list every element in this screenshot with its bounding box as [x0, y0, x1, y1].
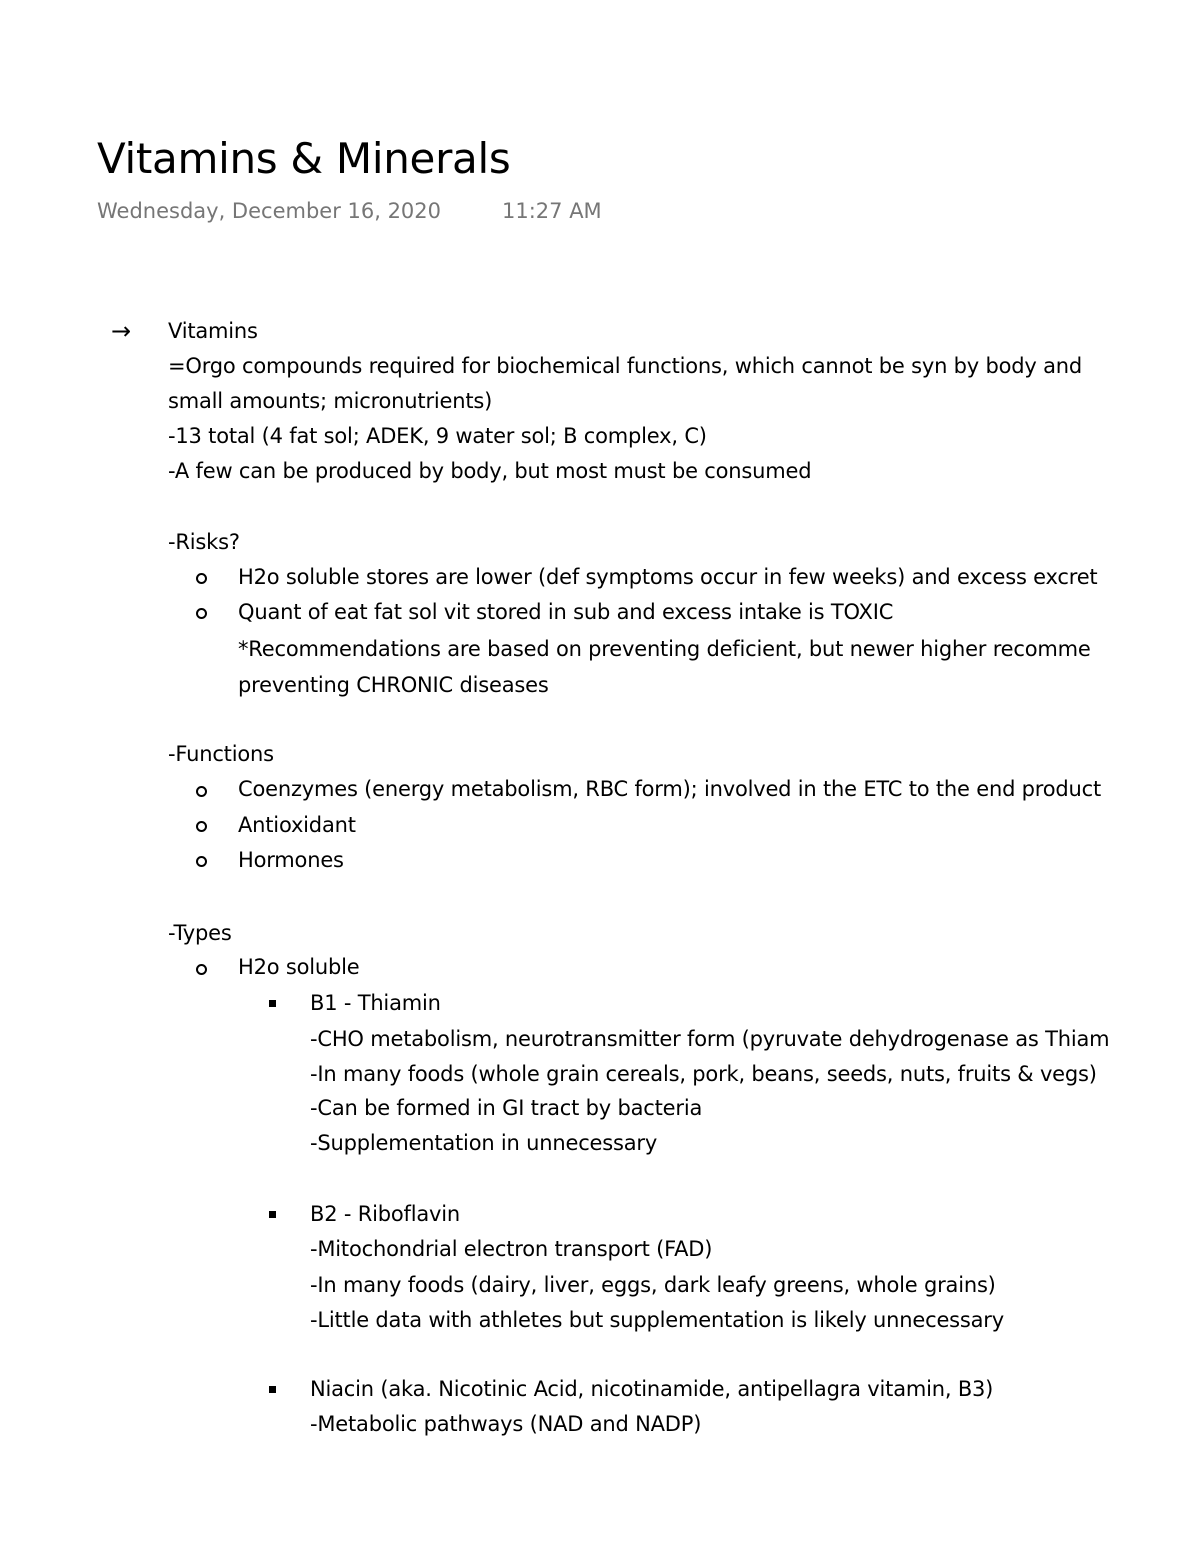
text-line: small amounts; micronutrients) [168, 389, 493, 413]
subheading: -Types [168, 921, 232, 945]
text-line: -In many foods (whole grain cereals, pork, beans, seeds, nuts, fruits & vegs) [310, 1062, 1097, 1086]
text-line: preventing CHRONIC diseases [238, 673, 549, 697]
text-line: -A few can be produced by body, but most must be consumed [168, 459, 812, 483]
text-line: =Orgo compounds required for biochemical functions, which cannot be syn by body and [168, 354, 1083, 378]
text-line: -Mitochondrial electron transport (FAD) [310, 1237, 713, 1261]
list-item: H2o soluble stores are lower (def symptoms occur in few weeks) and excess excret [238, 565, 1098, 589]
circle-bullet-icon [196, 786, 207, 797]
subheading: -Functions [168, 742, 274, 766]
subheading: -Risks? [168, 530, 240, 554]
list-item: Antioxidant [238, 813, 356, 837]
list-item: Hormones [238, 848, 344, 872]
text-line: -Can be formed in GI tract by bacteria [310, 1096, 703, 1120]
list-item: Quant of eat fat sol vit stored in sub and excess intake is TOXIC [238, 600, 894, 624]
list-item: Coenzymes (energy metabolism, RBC form); involved in the ETC to the end product [238, 777, 1102, 801]
text-line: -13 total (4 fat sol; ADEK, 9 water sol; B complex, C) [168, 424, 707, 448]
circle-bullet-icon [196, 573, 207, 584]
section-heading: Vitamins [168, 319, 258, 343]
text-line: -Supplementation in unnecessary [310, 1131, 658, 1155]
text-line: -CHO metabolism, neurotransmitter form (pyruvate dehydrogenase as Thiam [310, 1027, 1110, 1051]
text-line: -In many foods (dairy, liver, eggs, dark leafy greens, whole grains) [310, 1273, 996, 1297]
text-line: -Little data with athletes but supplementation is likely unnecessary [310, 1308, 1004, 1332]
page-title: Vitamins & Minerals [97, 134, 511, 183]
circle-bullet-icon [196, 856, 207, 867]
circle-bullet-icon [196, 821, 207, 832]
vitamin-name: B2 - Riboflavin [310, 1202, 460, 1226]
note-time: 11:27 AM [502, 199, 602, 223]
square-bullet-icon [269, 1211, 276, 1218]
square-bullet-icon [269, 1386, 276, 1393]
square-bullet-icon [269, 1000, 276, 1007]
list-item: H2o soluble [238, 955, 360, 979]
arrow-bullet-icon: → [111, 317, 132, 345]
vitamin-name: B1 - Thiamin [310, 991, 441, 1015]
text-line: -Metabolic pathways (NAD and NADP) [310, 1412, 702, 1436]
vitamin-name: Niacin (aka. Nicotinic Acid, nicotinamide, antipellagra vitamin, B3) [310, 1377, 994, 1401]
circle-bullet-icon [196, 608, 207, 619]
circle-bullet-icon [196, 964, 207, 975]
text-line: *Recommendations are based on preventing deficient, but newer higher recomme [238, 637, 1091, 661]
note-date: Wednesday, December 16, 2020 [97, 199, 442, 223]
